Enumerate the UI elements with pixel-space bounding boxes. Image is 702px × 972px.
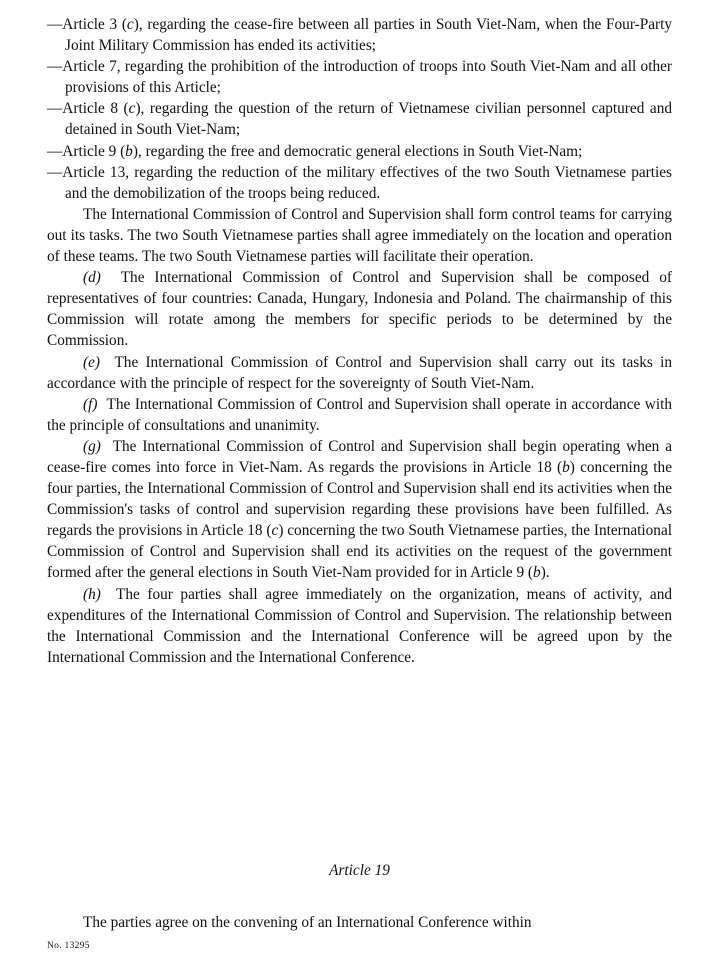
label-g: (g): [83, 437, 101, 455]
clause-article-9: —Article 9 (b), regarding the free and democratic general elections in South Viet-Nam;: [47, 142, 583, 160]
label-f: (f): [83, 395, 98, 413]
document-body: [47, 14, 672, 668]
label-e: (e): [83, 353, 100, 371]
paragraph-d: [47, 267, 672, 351]
paragraph-e: [47, 352, 672, 394]
clause-article-7: —Article 7, regarding the prohibition of the introduction of troops into South Viet-Nam and all other provisions of this Article;: [47, 58, 672, 97]
text-g: The International Commission of Control and Supervision shall begin operating when a cease-fire comes into force in Viet-Nam. As regards the provisions in Article 18 (b) concerning the four parties, the International Commission of Control and Supervision shall end its activities when the Commission's tasks of control and supervision regarding these provisions have been fulfilled. As regards the provisions in Article 18 (c) concerning the two South Vietnamese parties, the International Commission of Control and Supervision shall end its activities on the request of the government formed after the general elections in South Viet-Nam provided for in Article 9 (b).: [47, 437, 672, 582]
text-e: The International Commission of Control and Supervision shall carry out its tasks in accordance with the principle of respect for the sovereignty of South Viet-Nam.: [47, 353, 672, 392]
text-h: The four parties shall agree immediately on the organization, means of activity, and expenditures of the International Commission of Control and Supervision. The relationship between the International Commission and the International Conference will be agreed upon by the International Commission and the International Conference.: [47, 585, 672, 666]
document-number: No. 13295: [47, 941, 90, 951]
text-d: The International Commission of Control and Supervision shall be composed of representatives of four countries: Canada, Hungary, Indonesia and Poland. The chairmanship of this Commission will rotate among the members for specific periods to be determined by the Commission.: [47, 269, 672, 350]
paragraph-h: [47, 584, 672, 668]
clause-article-8: —Article 8 (c), regarding the question of the return of Vietnamese civilian personnel captured and detained in South Viet-Nam;: [47, 100, 672, 139]
paragraph-f: [47, 394, 672, 436]
paragraph-control-teams: The International Commission of Control and Supervision shall form control teams for carrying out its tasks. The two South Vietnamese parties shall agree immediately on the location and operation of these teams. The two South Vietnamese parties will facilitate their operation.: [47, 205, 672, 266]
text-f: The International Commission of Control and Supervision shall operate in accordance with the principle of consultations and unanimity.: [47, 395, 672, 434]
article-19-paragraph: The parties agree on the convening of an International Conference within: [83, 914, 532, 931]
label-h: (h): [83, 585, 101, 603]
paragraph-g: [47, 436, 672, 584]
clause-article-13: —Article 13, regarding the reduction of the military effectives of the two South Vietnamese parties and the demobilization of the troops being reduced.: [47, 163, 672, 202]
clause-article-3: —Article 3 (c), regarding the cease-fire between all parties in South Viet-Nam, when the Four-Party Joint Military Commission has ended its activities;: [47, 16, 672, 55]
article-19-heading: Article 19: [329, 862, 390, 879]
label-d: (d): [83, 269, 101, 287]
